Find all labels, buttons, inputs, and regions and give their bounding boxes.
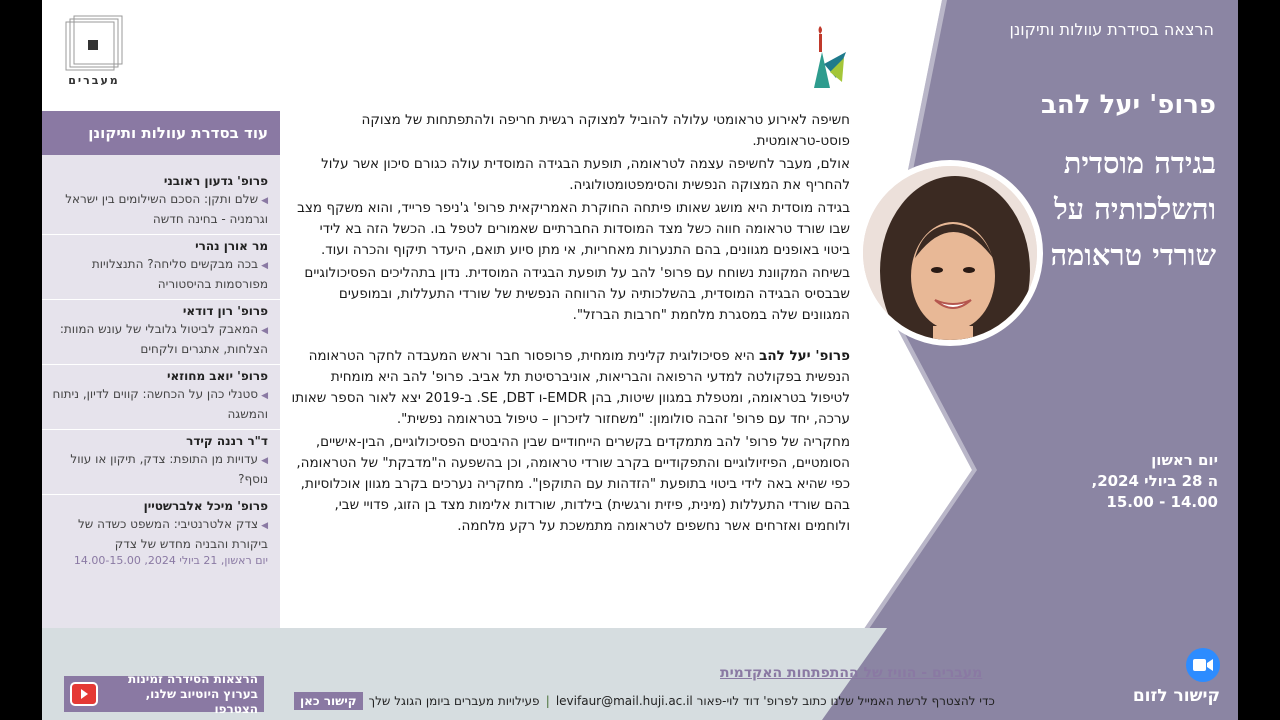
speaker-name: פרופ' יעל להב [1041, 90, 1216, 120]
sidebar-item[interactable] [42, 170, 280, 235]
sidebar-item-title: עדויות מן התופת: צדק, תיקון או עוול נוסף? [70, 452, 268, 486]
body-paragraph: אולם, מעבר לחשיפה עצמה לטראומה, תופעת הבגידה המוסדית עולה כגורם סיכון אשר עלול להחריף את המצוקה הנפשית והסימפטומטולוגיה. [321, 156, 850, 193]
lecture-title: בגידה מוסדית והשלכותיה על שורדי טראומה [1050, 146, 1216, 272]
sidebar-list [42, 170, 280, 575]
triangle-icon: ◀ [261, 196, 268, 206]
sidebar-item-speaker: פרופ' רון דודאי [182, 304, 268, 318]
logo-text: מעברים [68, 74, 120, 87]
triangle-icon: ◀ [261, 326, 268, 336]
youtube-banner[interactable] [64, 671, 264, 716]
sidebar-item-speaker: ד"ר רננה קידר [186, 434, 268, 448]
sidebar-item[interactable] [42, 495, 280, 575]
brand-logo-icon [810, 22, 850, 92]
sidebar-item-title: שלם ותקן: הסכם השילומים בין ישראל וגרמניה - בחינה חדשה [65, 192, 268, 226]
bio-text: היא פסיכולוגית קלינית מומחית, פרופסור חבר וראש המעבדה לחקר הטראומה הנפשית בפקולטה למדעי הרפואה והבריאות, אוניברסיטת תל אביב. פרופ' להב היא מומחית לטיפול בטראומה, ומטפלת במגוון שיטות, בהן EMDR-ו SE ,DBT. ב-2019 יצא לאור הספר שאותו ערכה, יחד עם פרופ' זהבה סולומון: "משחזור לזיכרון – טיפול בטראומה נפשית". [291, 348, 850, 427]
sidebar-item[interactable] [42, 300, 280, 365]
speaker-photo [857, 160, 1043, 346]
bio-name: פרופ' יעל להב [759, 348, 850, 364]
body-paragraph: חשיפה לאירוע טראומטי עלולה להוביל למצוקה רגשית חריפה ולהתפתחות של מצוקה פוסט-טראומטית. [361, 112, 850, 149]
sidebar-item-speaker: פרופ' יואב מחוזאי [167, 369, 268, 383]
date-day: יום ראשון [1151, 451, 1218, 469]
channel-link[interactable]: מעברים - הוויז של ההתפתחות האקדמית [720, 665, 983, 681]
body-paragraph: בשיחה המקוונת נשוחח עם פרופ' להב על תופעת הבגידה המוסדית. נדון בתהליכים הפסיכולוגיים שבבסיס הבגידה המוסדית, בהשלכותיה על הרווחה הנפשית של שורדי התעללות, ובמופעים המגוונים שלה במסגרת מלחמת "חרבות הברזל". [304, 265, 850, 323]
sidebar-item-title: המאבק לביטול גלובלי של עונש המוות: הצלחות, אתגרים ולקחים [59, 322, 268, 356]
bio-paragraph [290, 346, 850, 430]
sidebar-item-speaker: פרופ' גדעון ראובני [163, 174, 268, 188]
zoom-link-label[interactable]: קישור לזום [1132, 686, 1220, 706]
youtube-text-line2: בערוץ היוטיוב שלנו, הצטרפו [145, 686, 258, 716]
triangle-icon: ◀ [261, 521, 268, 531]
zoom-camera-icon[interactable] [1186, 648, 1220, 682]
body-paragraph: בגידה מוסדית היא מושג שאותו פיתחה החוקרת האמריקאית פרופ' ג'ניפר פרייד, והוא משקף מצב שבו שורד טראומה חווה כשל מצד המוסדות החברתיים שאמורים לטפל בו. הכשל הזה בא לידי ביטוי באופנים מגוונים, בהם התנערות מאחריות, אי מתן סיוע תואם, היעדר תיקוף והכרה ועוד. [297, 200, 850, 258]
body-paragraph: מחקריה של פרופ' להב מתמקדים בקשרים הייחודיים שבין ההיבטים הפסיכולוגיים, הבין-אישיים, הסומטיים, הפיזיולוגיים והתפקודיים בקרב שורדי טראומה, וכן בהשפעה ה"מדבקת" של הטראומה, כפי שהיא באה לידי ביטוי בתופעת "הזדהות עם התוקפן". מחקריה נערכים בקרב מגוון אוכלוסיות, בהם שורדי התעללות (מינית, פיזית ורגשית) בילדות, שורדות אלימות מצד בן הזוג, פדויי שבי, ולוחמים ואזרחים אשר נחשפים לטראומה מתמשכת על רקע מלחמה. [296, 434, 850, 534]
youtube-icon[interactable] [70, 682, 98, 706]
series-title: הרצאה בסידרת עוולות ותיקונן [1009, 20, 1214, 39]
sidebar-header: עוד בסדרת עוולות ותיקונן [42, 111, 280, 155]
sidebar-item-title: בכה מבקשים סליחה? התנצלויות מפורסמות בהיסטוריה [91, 257, 268, 291]
lecture-description [290, 110, 850, 539]
date-block [1091, 450, 1218, 513]
date-date: ה 28 ביולי 2024, [1091, 472, 1218, 490]
calendar-text: פעילויות מעברים ביומן הגוגל שלך [368, 694, 540, 708]
triangle-icon: ◀ [261, 261, 268, 271]
link-button[interactable]: קישור כאן [294, 692, 363, 710]
sidebar-item-speaker: פרופ' מיכל אלברשטיין [143, 499, 268, 513]
sidebar-item[interactable] [42, 365, 280, 430]
sidebar-item[interactable] [42, 235, 280, 300]
youtube-text-line1: הרצאות הסידרה זמינות [128, 671, 258, 686]
sidebar-item[interactable] [42, 430, 280, 495]
triangle-icon: ◀ [261, 391, 268, 401]
sidebar-item-speaker: מר אורן נהרי [195, 239, 268, 253]
date-time: 14.00 - 15.00 [1106, 493, 1218, 511]
sidebar-item-date: יום ראשון, 21 ביולי 2024, 14.00-15.00 [73, 554, 268, 567]
triangle-icon: ◀ [261, 456, 268, 466]
separator: | [545, 694, 550, 708]
contact-text: כדי להצטרף לרשת האמייל שלנו כתוב לפרופ' דוד לוי-פאור levifaur@mail.huji.ac.il [555, 694, 995, 708]
lecture-poster [42, 0, 1238, 720]
sidebar-item-title: צדק אלטרנטיבי: המשפט כשדה של ביקורת והבניה מחדש של צדק [77, 517, 268, 551]
sidebar-item-title: סטנלי כהן על הכחשה: קווים לדיון, ניתוח והמשגה [52, 387, 268, 421]
contact-line [294, 692, 995, 710]
